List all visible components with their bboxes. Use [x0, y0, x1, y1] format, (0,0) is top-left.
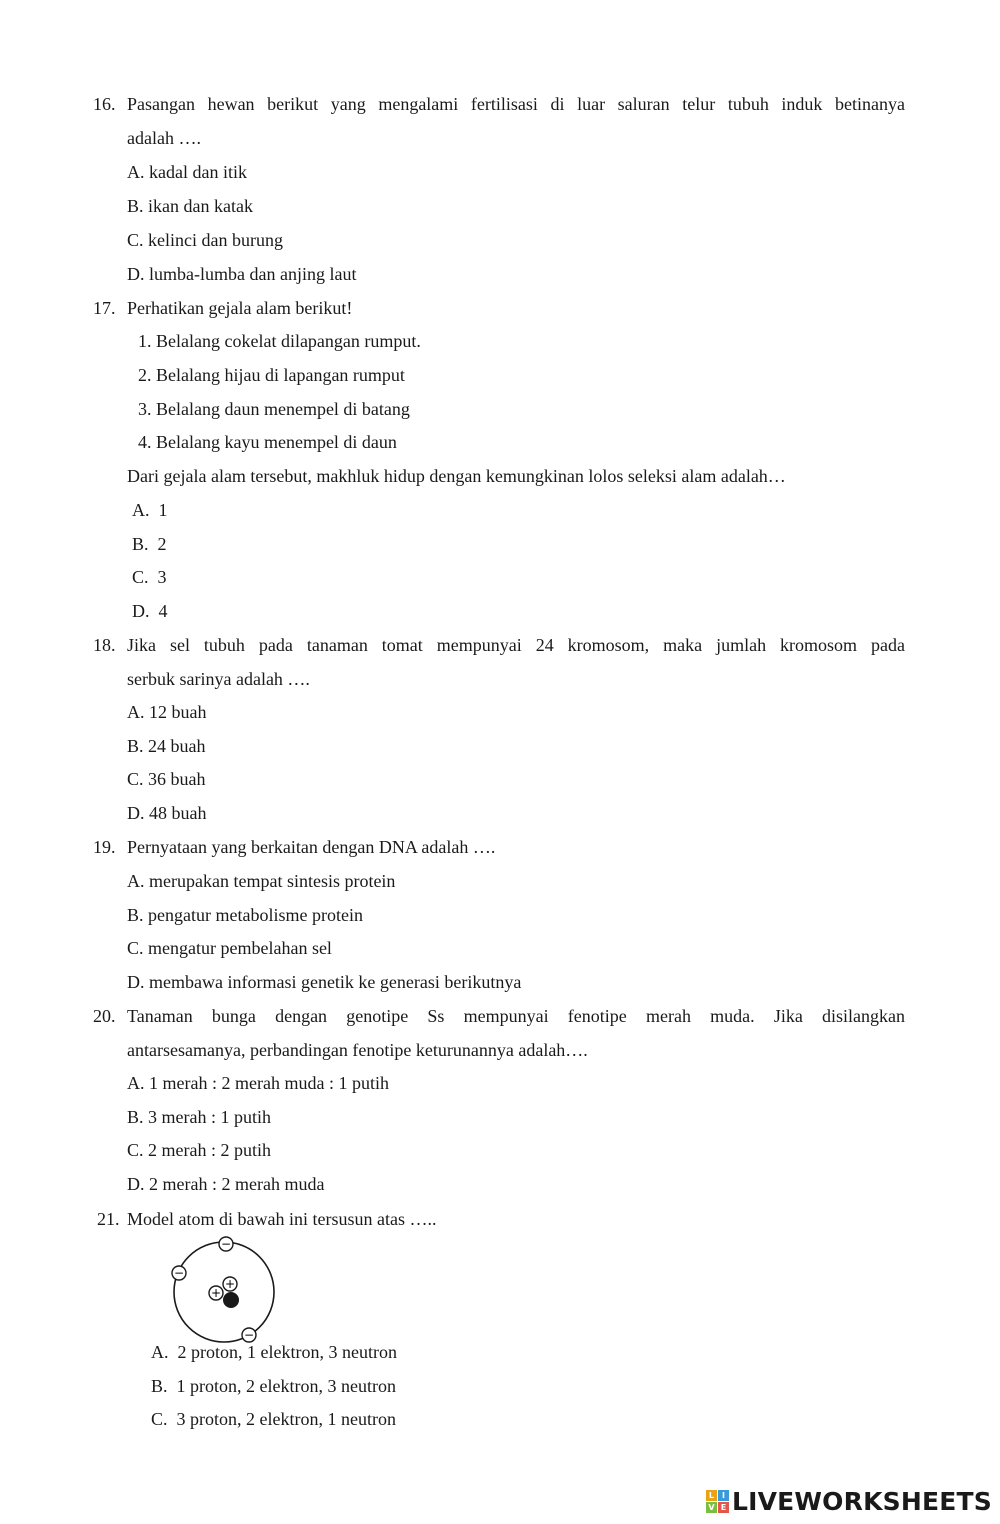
question-text-continued: adalah …. — [127, 128, 201, 148]
question-number: 20. — [93, 1006, 116, 1026]
question-number: 16. — [93, 94, 116, 114]
option-a[interactable]: A. 1 — [132, 500, 168, 520]
statement-item: 2. Belalang hijau di lapangan rumput — [138, 365, 405, 385]
option-a[interactable]: A. kadal dan itik — [127, 162, 247, 182]
option-b[interactable]: B. 3 merah : 1 putih — [127, 1107, 271, 1127]
question-number: 19. — [93, 837, 116, 857]
option-d[interactable]: D. membawa informasi genetik ke generasi berikutnya — [127, 972, 522, 992]
neutron — [223, 1292, 239, 1308]
electron — [172, 1266, 186, 1280]
question-prompt: Dari gejala alam tersebut, makhluk hidup dengan kemungkinan lolos seleksi alam adalah… — [127, 466, 786, 486]
statement-item: 1. Belalang cokelat dilapangan rumput. — [138, 331, 421, 351]
question-number: 18. — [93, 635, 116, 655]
question-text-continued: antarsesamanya, perbandingan fenotipe keturunannya adalah…. — [127, 1040, 588, 1060]
option-c[interactable]: C. 3 proton, 2 elektron, 1 neutron — [151, 1409, 396, 1429]
electron-orbit — [174, 1242, 274, 1342]
option-d[interactable]: D. 2 merah : 2 merah muda — [127, 1174, 325, 1194]
option-c[interactable]: C. 36 buah — [127, 769, 206, 789]
option-d[interactable]: D. lumba-lumba dan anjing laut — [127, 264, 357, 284]
option-c[interactable]: C. kelinci dan burung — [127, 230, 283, 250]
svg-text:+: + — [210, 1286, 222, 1300]
option-a[interactable]: A. 12 buah — [127, 702, 207, 722]
liveworksheets-logo — [706, 1484, 992, 1518]
option-d[interactable]: D. 4 — [132, 601, 168, 621]
question-number: 17. — [93, 298, 116, 318]
electron — [219, 1237, 233, 1251]
logo-mark-icon: L I V E — [706, 1490, 729, 1513]
atom-model-diagram — [160, 1232, 290, 1352]
svg-text:−: − — [173, 1266, 185, 1280]
question-text: Tanaman bunga dengan genotipe Ss mempunyai fenotipe merah muda. Jika disilangkan — [127, 1006, 905, 1026]
option-b[interactable]: B. ikan dan katak — [127, 196, 253, 216]
option-a[interactable]: A. 1 merah : 2 merah muda : 1 putih — [127, 1073, 389, 1093]
option-c[interactable]: C. 3 — [132, 567, 167, 587]
svg-text:−: − — [220, 1237, 232, 1251]
proton — [209, 1286, 223, 1300]
option-c[interactable]: C. mengatur pembelahan sel — [127, 938, 332, 958]
svg-text:−: − — [243, 1328, 255, 1342]
svg-text:+: + — [224, 1277, 236, 1291]
question-text: Model atom di bawah ini tersusun atas ….. — [127, 1209, 437, 1229]
option-a[interactable]: A. merupakan tempat sintesis protein — [127, 871, 396, 891]
option-a[interactable]: A. 2 proton, 1 elektron, 3 neutron — [151, 1342, 397, 1362]
option-b[interactable]: B. 1 proton, 2 elektron, 3 neutron — [151, 1376, 396, 1396]
brand-wordmark: LIVEWORKSHEETS — [731, 1486, 992, 1516]
option-b[interactable]: B. 2 — [132, 534, 167, 554]
question-text: Perhatikan gejala alam berikut! — [127, 298, 353, 318]
option-d[interactable]: D. 48 buah — [127, 803, 207, 823]
statement-item: 4. Belalang kayu menempel di daun — [138, 432, 397, 452]
question-number: 21. — [97, 1209, 120, 1229]
statement-item: 3. Belalang daun menempel di batang — [138, 399, 410, 419]
question-text-continued: serbuk sarinya adalah …. — [127, 669, 310, 689]
option-c[interactable]: C. 2 merah : 2 putih — [127, 1140, 271, 1160]
question-text: Jika sel tubuh pada tanaman tomat mempunyai 24 kromosom, maka jumlah kromosom pada — [127, 635, 905, 655]
question-text: Pasangan hewan berikut yang mengalami fertilisasi di luar saluran telur tubuh induk betinanya — [127, 94, 905, 114]
option-b[interactable]: B. 24 buah — [127, 736, 206, 756]
option-b[interactable]: B. pengatur metabolisme protein — [127, 905, 363, 925]
question-text: Pernyataan yang berkaitan dengan DNA adalah …. — [127, 837, 496, 857]
proton — [223, 1277, 237, 1291]
